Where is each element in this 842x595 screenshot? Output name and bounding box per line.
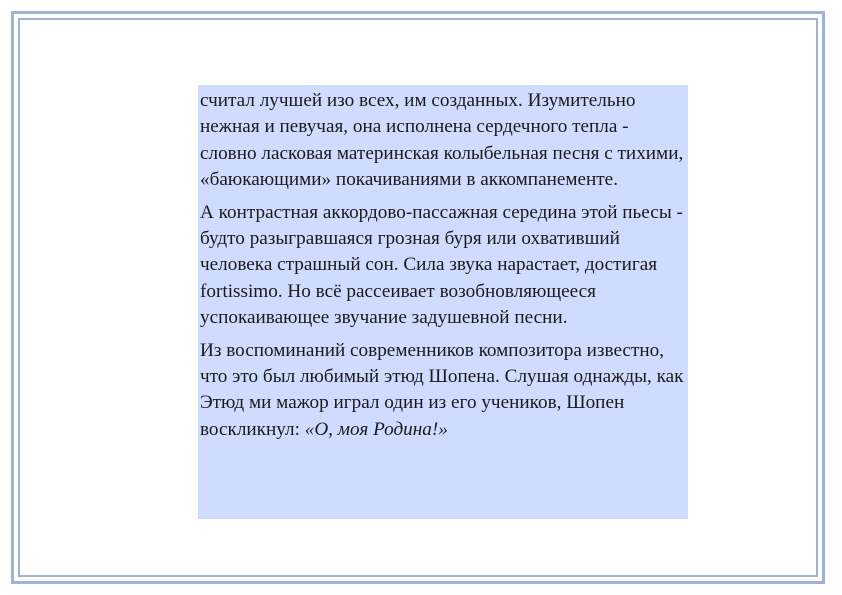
paragraph-3 [200,338,686,444]
paragraph-2: А контрастная аккордово-пассажная середина этой пьесы - будто разыгравшаяся грозная буря или охвативший человека страшный сон. Сила звука нарастает, достигая fortissimo. Но всё рассеивает возобновляющееся успокаивающее звучание задушевной песни. [200,201,683,329]
text-block [198,85,688,519]
paragraph-1: считал лучшей изо всех, им созданных. Изумительно нежная и певучая, она исполнена сердечного тепла - словно ласковая материнская колыбельная песня с тихими, «баюкающими» покачиваниями в аккомпанементе. [200,90,684,191]
paragraph-3-text: Из воспоминаний современников композитора известно, что это был любимый этюд Шопена. Слушая однажды, как Этюд ми мажор играл один из его учеников, Шопен воскликнул: [200,339,684,440]
chopin-quote: «О, моя Родина!» [304,418,448,440]
